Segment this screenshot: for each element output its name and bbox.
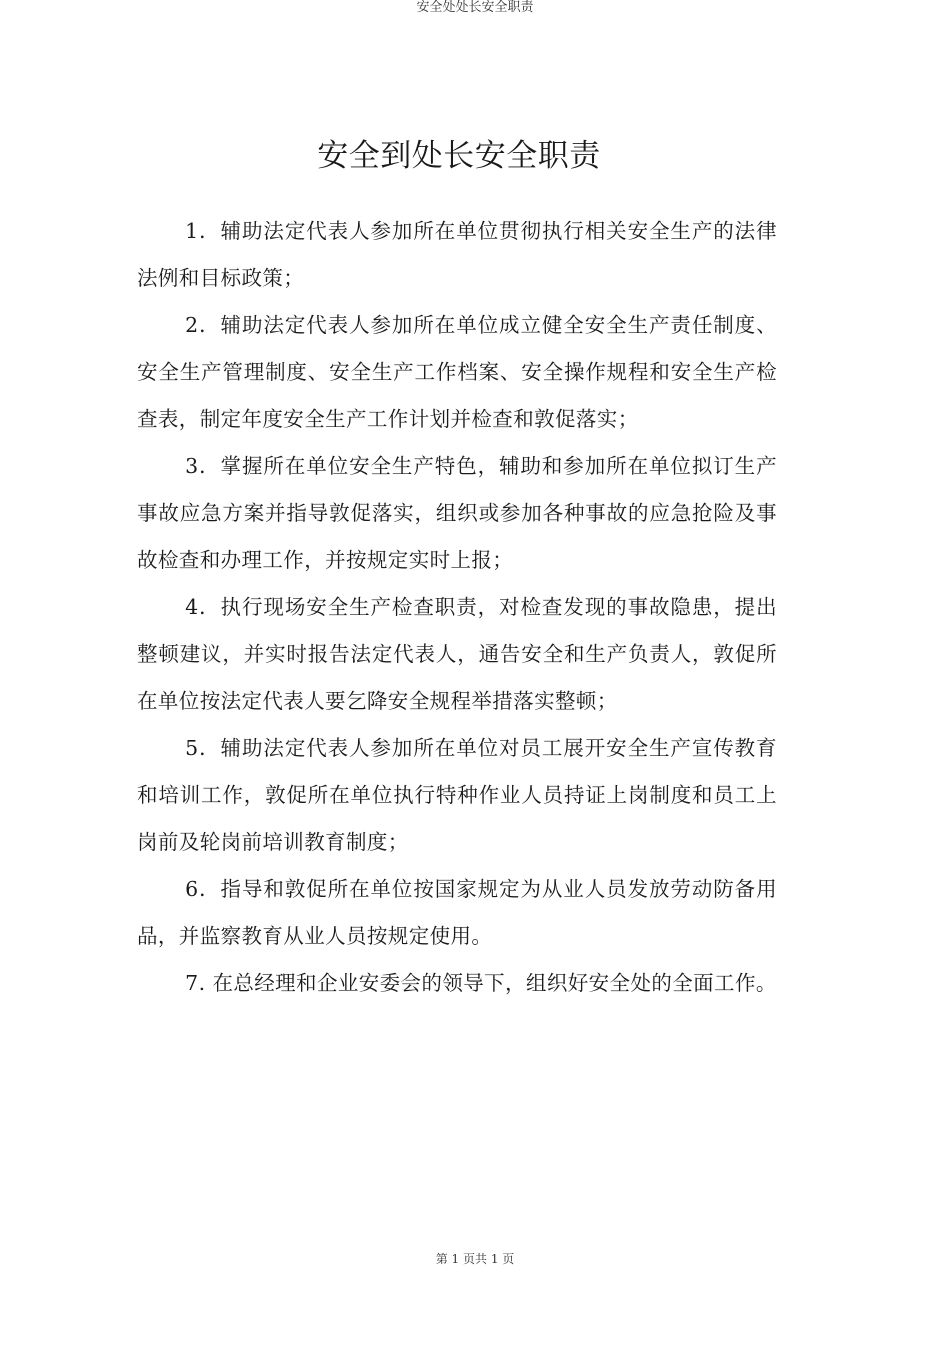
duty-paragraph-3: 3．掌握所在单位安全生产特色，辅助和参加所在单位拟订生产事故应急方案并指导敦促落实，组织或参加各种事故的应急抢险及事故检查和办理工作，并按规定实时上报； (137, 454, 777, 572)
duty-paragraph-7: 7. 在总经理和企业安委会的领导下，组织好安全处的全面工作。 (185, 971, 777, 995)
running-header: 安全处处长安全职责 (416, 0, 534, 15)
duty-paragraph-1: 1．辅助法定代表人参加所在单位贯彻执行相关安全生产的法律法例和目标政策； (137, 219, 777, 290)
document-title: 安全到处长安全职责 (317, 138, 601, 174)
duty-paragraph-4: 4．执行现场安全生产检查职责，对检查发现的事故隐患，提出整顿建议，并实时报告法定代表人，通告安全和生产负责人，敦促所在单位按法定代表人要乞降安全规程举措落实整顿； (137, 595, 777, 713)
duty-paragraph-2: 2．辅助法定代表人参加所在单位成立健全安全生产责任制度、安全生产管理制度、安全生产工作档案、安全操作规程和安全生产检查表，制定年度安全生产工作计划并检查和敦促落实； (137, 313, 777, 431)
document-body (137, 208, 777, 1007)
page-number-footer: 第 1 页共 1 页 (435, 1252, 515, 1266)
duty-paragraph-5: 5．辅助法定代表人参加所在单位对员工展开安全生产宣传教育和培训工作，敦促所在单位执行特种作业人员持证上岗制度和员工上岗前及轮岗前培训教育制度； (137, 736, 777, 854)
duty-paragraph-6: 6．指导和敦促所在单位按国家规定为从业人员发放劳动防备用品，并监察教育从业人员按规定使用。 (137, 877, 777, 948)
